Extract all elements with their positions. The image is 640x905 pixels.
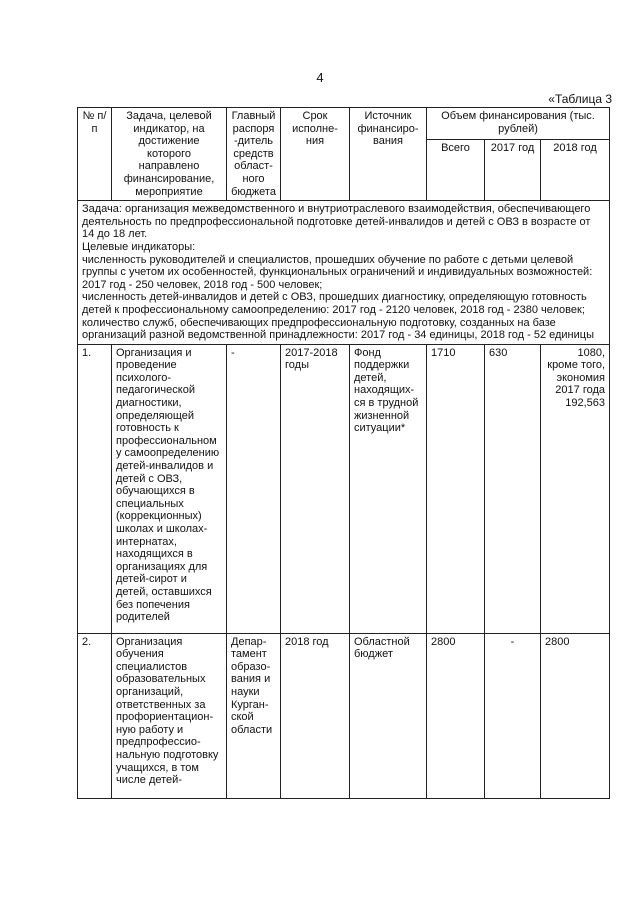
row-manager: - (227, 344, 281, 633)
table-caption: «Таблица 3 (548, 92, 612, 106)
table-row (78, 344, 610, 633)
header-2017: 2017 год (485, 140, 541, 201)
row-source: Областной бюджет (350, 633, 427, 798)
row-total: 2800 (427, 633, 485, 798)
indicators-heading: Целевые индикаторы: (82, 240, 196, 253)
table-row (78, 633, 610, 798)
indicator-item: количество служб, обеспечивающих предпрофессиональную подготовку, созданных на базе организаций разной ведомственной принадлежности: 2017 год - 34 единицы, 2018 год - 52 единицы (82, 316, 594, 342)
task-statement: Задача: организация межведомственного и внутриотраслевого взаимодействия, обеспечивающего деятельность по предпрофессиональной подготовке детей-инвалидов и детей с ОВЗ в возрасте от 14 до 18 лет. (82, 203, 591, 241)
header-term: Срок исполне-ния (281, 108, 350, 201)
header-task: Задача, целевой индикатор, на достижение которого направлено финансирование, мероприятие (112, 108, 227, 201)
header-manager: Главный распоря-дитель средств област-ного бюджета (227, 108, 281, 201)
table-header-row-1 (78, 108, 610, 140)
row-total: 1710 (427, 344, 485, 633)
row-manager: Депар-тамент образо-вания и науки Курган-ской области (227, 633, 281, 798)
row-2018: 2800 (541, 633, 610, 798)
row-source: Фонд поддержки детей, находящих-ся в трудной жизненной ситуации* (350, 344, 427, 633)
row-num: 2. (78, 633, 112, 798)
indicator-item: численность детей-инвалидов и детей с ОВЗ, прошедших диагностику, определяющую готовность детей к профессиональному самоопределению: 2017 год - 2120 человек, 2018 год - 2380 человек; (82, 291, 587, 316)
header-volume: Объем финансирования (тыс. рублей) (427, 108, 610, 140)
financing-table (77, 107, 610, 799)
header-total: Всего (427, 140, 485, 201)
row-term: 2018 год (281, 633, 350, 798)
row-term: 2017-2018 годы (281, 344, 350, 633)
header-num: № п/п (78, 108, 112, 201)
row-num: 1. (78, 344, 112, 633)
task-block (78, 201, 610, 345)
row-2017: 630 (485, 344, 541, 633)
row-2018: 1080, кроме того, экономия 2017 года 192,563 (541, 344, 610, 633)
header-source: Источник финансиро-вания (350, 108, 427, 201)
header-2018: 2018 год (541, 140, 610, 201)
row-task: Организация и проведение психолого-педагогической диагностики, определяющей готовность к профессиональному самоопределению детей-инвалидов и детей с ОВЗ, обучающихся в специальных (коррекционных) школах и школах-интернатах, находящихся в организациях для детей-сирот и детей, оставшихся без попечения родителей (112, 344, 227, 633)
page-number: 4 (316, 70, 324, 85)
indicator-item: численность руководителей и специалистов, прошедших обучение по работе с детьми целевой группы с учетом их особенностей, функциональных ограничений и индивидуальных возможностей: 2017 год - 250 человек, 2018 год - 500 человек; (82, 253, 593, 291)
task-block-row (78, 201, 610, 345)
row-2017: - (485, 633, 541, 798)
row-task: Организация обучения специалистов образовательных организаций, ответственных за профориентацион-ную работу и предпрофессио-нальную подготовку учащихся, в том числе детей- (112, 633, 227, 798)
